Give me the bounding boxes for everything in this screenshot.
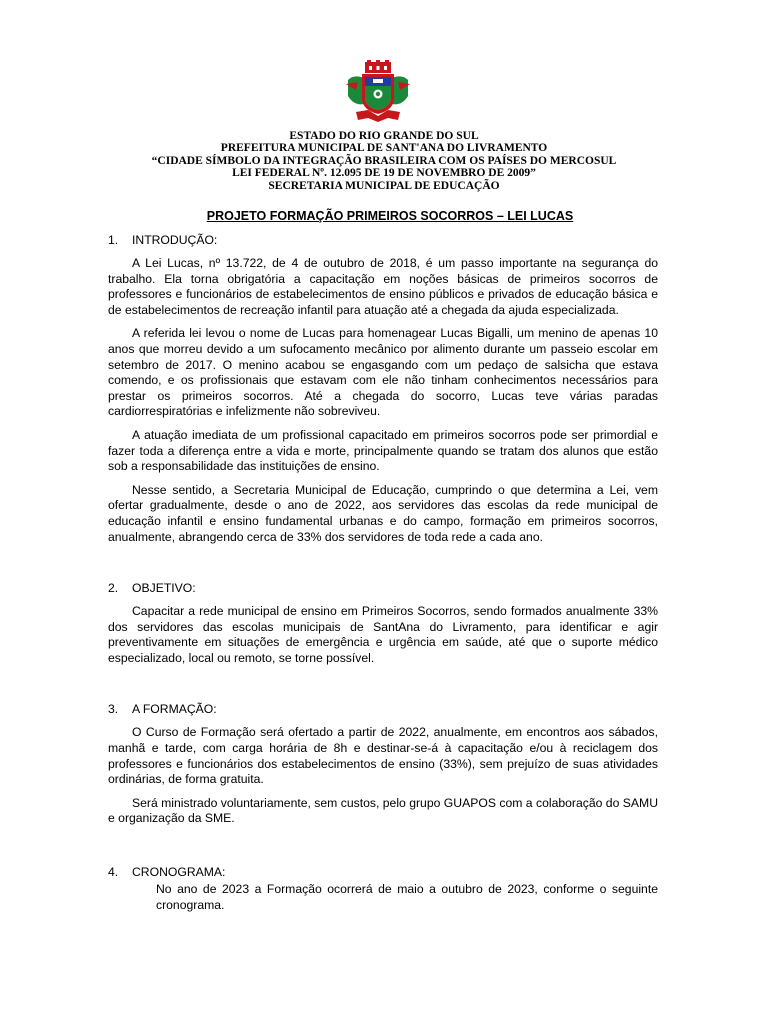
- section-title: CRONOGRAMA:: [132, 865, 226, 880]
- letterhead-secretariat: SECRETARIA MUNICIPAL DE EDUCAÇÃO: [268, 179, 500, 192]
- section-heading-training: [108, 702, 658, 718]
- section-number: 3.: [108, 702, 119, 717]
- introduction-paragraph-2: A referida lei levou o nome de Lucas para homenagear Lucas Bigalli, um menino de apenas 10 anos que morreu devido a um sufocamento mecânico por alimento durante um passeio escolar em setembro de 2017. O menino acabou se engasgando com um pedaço de salsicha que estava comendo, e os profissionais que estavam com ele não tinham conhecimentos necessários para prestar os primeiros socorros. Até a chegada do socorro, Lucas teve várias paradas cardiorrespiratórias e infelizmente não sobreviveu.: [108, 326, 658, 419]
- section-spacer: [108, 835, 658, 865]
- section-heading-schedule: [108, 865, 658, 881]
- training-paragraph-1: O Curso de Formação será ofertado a partir de 2022, anualmente, em encontros aos sábados, manhã e tarde, com carga horária de 8h e destinar-se-á à capacitação e/ou à reciclagem dos professores e funcionários dos estabelecimentos de ensino (33%), sem prejuízo de suas atividades ordinárias, de forma gratuita.: [108, 725, 658, 787]
- section-number: 4.: [108, 865, 119, 880]
- municipal-coat-of-arms-icon: [344, 60, 412, 124]
- introduction-paragraph-3: A atuação imediata de um profissional capacitado em primeiros socorros pode ser primordial e fazer toda a diferença entre a vida e morte, principalmente quando se tratam dos alunos que estão sob a responsabilidade das instituições de ensino.: [108, 427, 658, 474]
- letterhead: [100, 130, 668, 192]
- introduction-paragraph-1: A Lei Lucas, nº 13.722, de 4 de outubro de 2018, é um passo importante na segurança do trabalho. Ela torna obrigatória a capacitação em noções básicas de primeiros socorros de professores e funcionários de estabelecimentos de ensino públicos e privados de educação básica e de estabelecimentos de recreação infantil para atuação até a chegada da ajuda especializada.: [108, 256, 658, 317]
- document-title: PROJETO FORMAÇÃO PRIMEIROS SOCORROS – LEI LUCAS: [206, 209, 574, 223]
- training-paragraph-2: Será ministrado voluntariamente, sem custos, pelo grupo GUAPOS com a colaboração do SAMU e organização da SME.: [108, 795, 658, 826]
- letterhead-prefecture: PREFEITURA MUNICIPAL DE SANT'ANA DO LIVRAMENTO: [220, 142, 548, 155]
- section-spacer: [108, 674, 658, 702]
- objective-paragraph: Capacitar a rede municipal de ensino em Primeiros Socorros, sendo formados anualmente 33% dos servidores das escolas municipais de SantAna do Livramento, para identificar e agir preventivamente em situações de emergência e urgência em saúde, até que o suporte médico especializado, local ou remoto, se torne possível.: [108, 604, 658, 665]
- document-body: [108, 233, 658, 913]
- section-number: 2.: [108, 581, 119, 596]
- letterhead-federal-law: LEI FEDERAL Nº. 12.095 DE 19 DE NOVEMBRO DE 2009”: [232, 167, 536, 180]
- section-number: 1.: [108, 233, 119, 247]
- introduction-paragraph-4: Nesse sentido, a Secretaria Municipal de Educação, cumprindo o que determina a Lei, vem ofertar gradualmente, desde o ano de 2022, aos servidores das escolas da rede municipal de educação infantil e ensino fundamental urbanas e do campo, formação em primeiros socorros, anualmente, abrangendo cerca de 33% dos servidores de toda rede a cada ano.: [108, 482, 658, 544]
- section-title: A FORMAÇÃO:: [132, 702, 217, 717]
- section-title: OBJETIVO:: [132, 581, 196, 596]
- section-heading-introduction: [108, 233, 658, 249]
- schedule-paragraph: No ano de 2023 a Formação ocorrerá de maio a outubro de 2023, conforme o seguinte cronograma.: [156, 882, 658, 912]
- section-title: INTRODUÇÃO:: [132, 233, 218, 247]
- document-title-wrapper: [110, 208, 670, 224]
- letterhead-state: ESTADO DO RIO GRANDE DO SUL: [289, 130, 479, 142]
- section-spacer: [108, 553, 658, 581]
- section-heading-objective: [108, 581, 658, 597]
- letterhead-motto: “CIDADE SÍMBOLO DA INTEGRAÇÃO BRASILEIRA COM OS PAÍSES DO MERCOSUL: [151, 154, 617, 167]
